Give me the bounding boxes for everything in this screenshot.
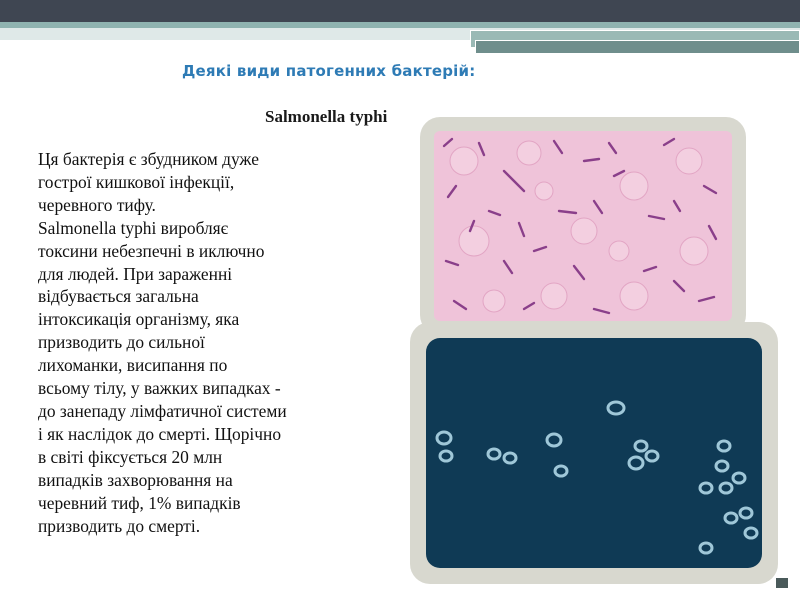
slide-subheading: Salmonella typhi [265, 107, 388, 126]
dark-field-bacteria-micrograph [426, 338, 762, 568]
micrograph-frame-dark [410, 322, 778, 584]
top-bar [0, 0, 800, 22]
stained-bacteria-micrograph [434, 131, 732, 321]
micrograph-frame-stained [420, 117, 746, 335]
slide-body-text: Ця бактерія є збудником дуже гострої кишкової інфекції, черевного тифу. Salmonella typhi виробляє токсини небезпечні в иключно для людей. При зараженні відбувається загальна інтоксикація організму, яка призводить до сильної лихоманки, висипання по всьому тілу, у важких випадках - до занепаду лімфатичної системи і як наслідок до смерті. Щорічно в світі фіксується 20 млн випадків захворювання на черевний тиф, 1% випадків призводить до смерті. [38, 149, 287, 536]
header-accent-block-lower [475, 40, 800, 54]
corner-decoration [776, 578, 788, 588]
slide-heading: Деякі види патогенних бактерій: [182, 62, 476, 80]
